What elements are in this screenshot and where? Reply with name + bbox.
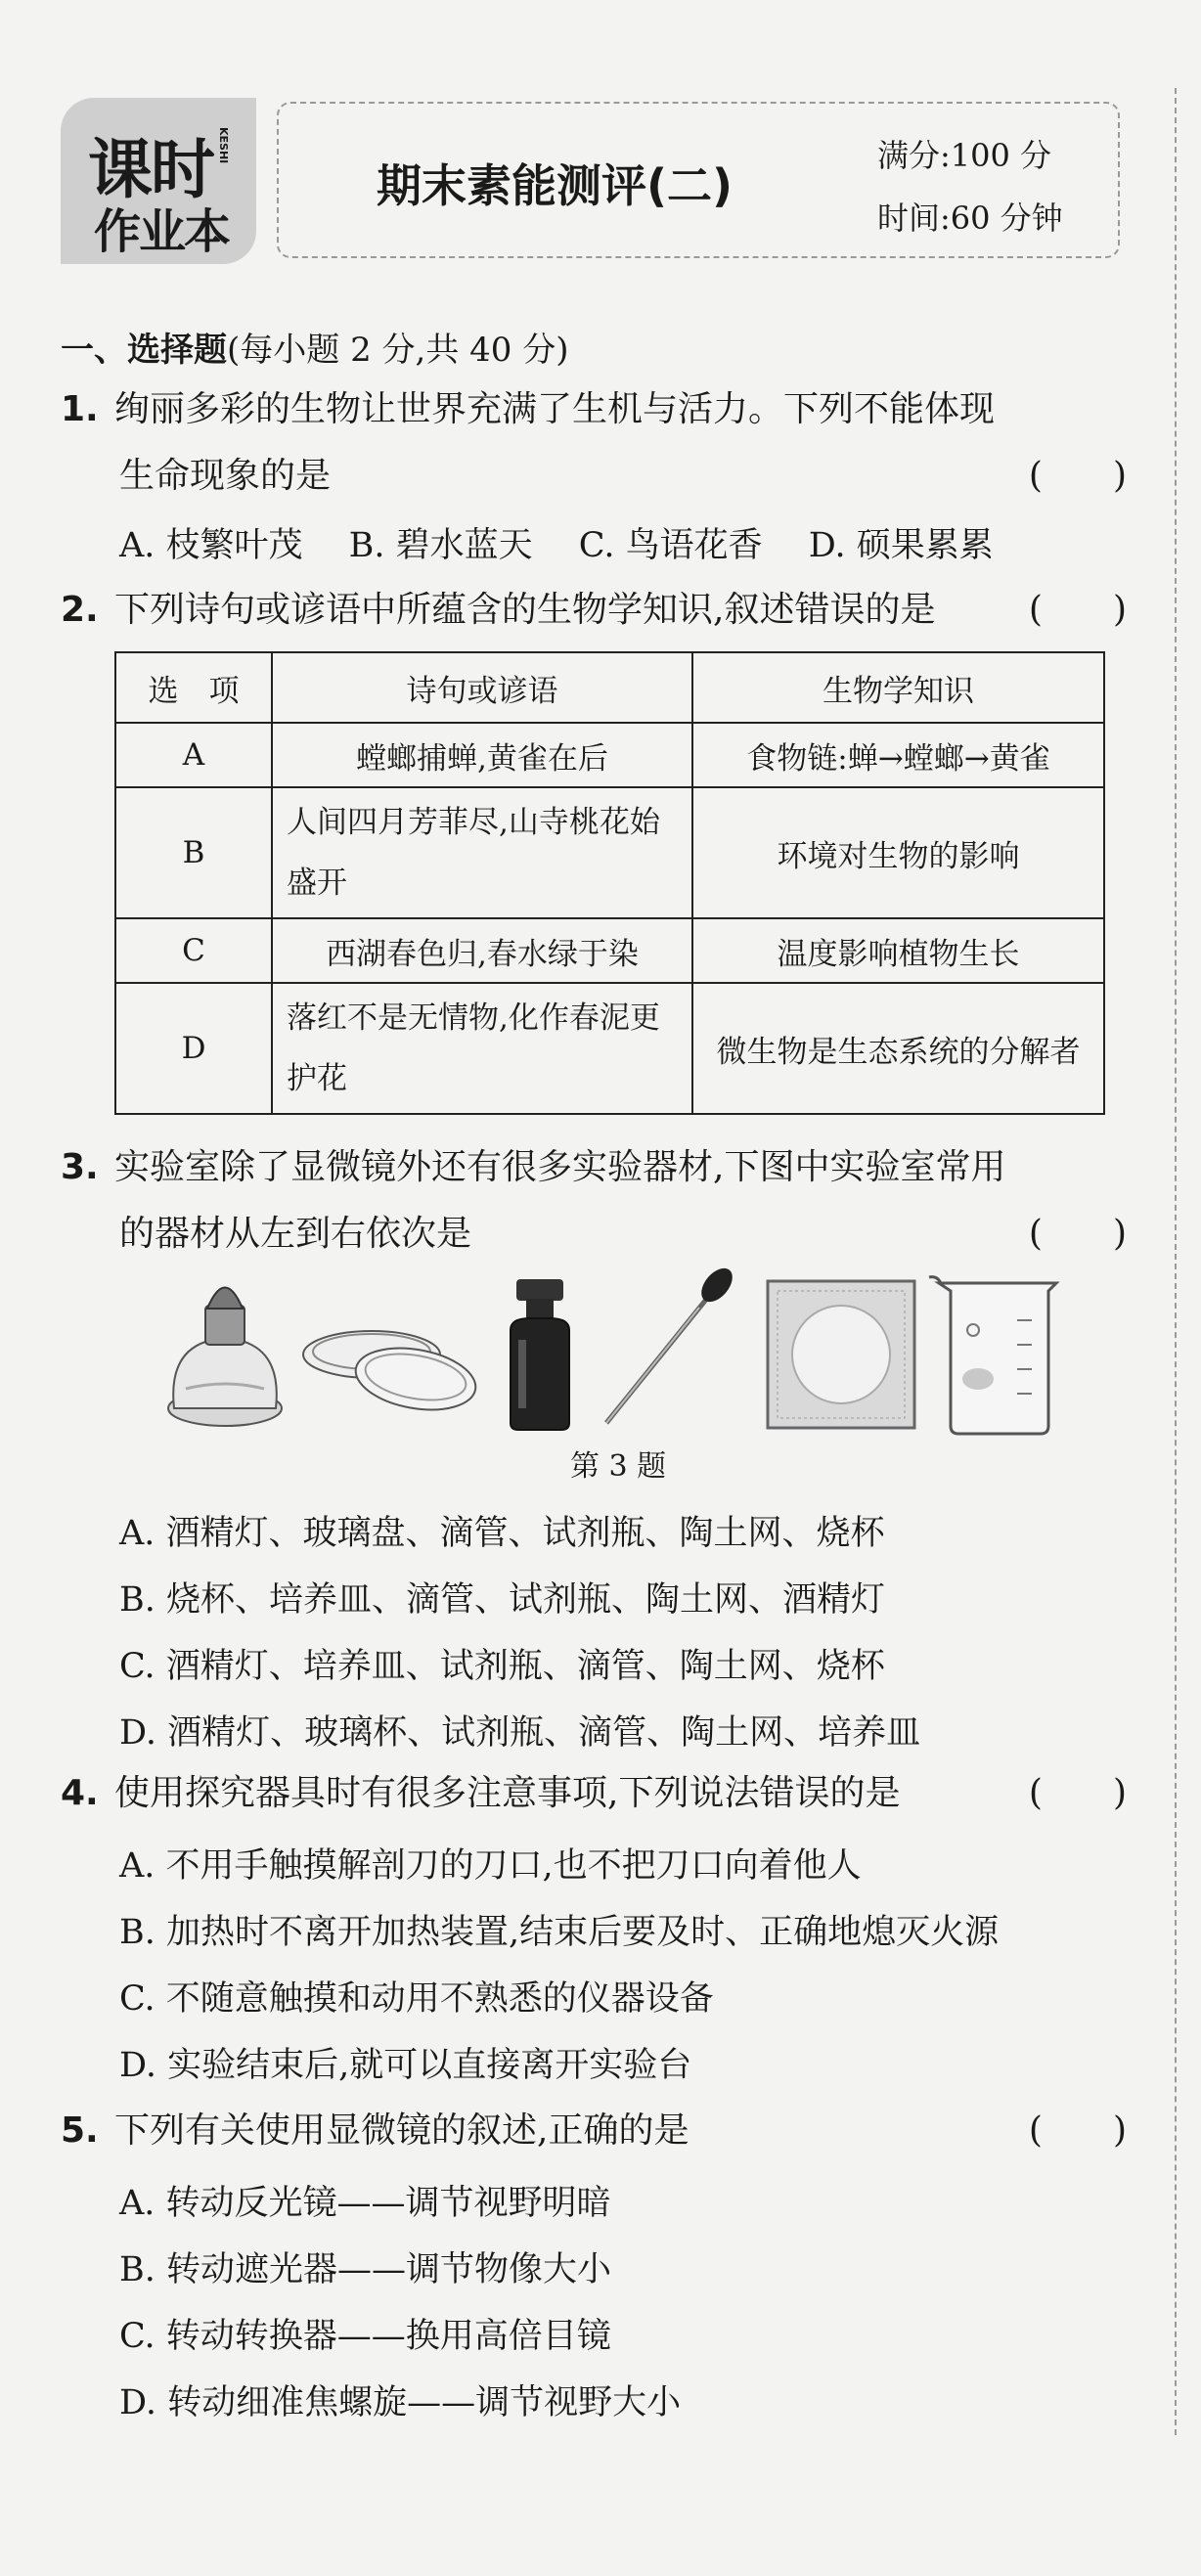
option-b[interactable]: B. 碧水蓝天 bbox=[348, 526, 533, 565]
option-a[interactable]: A. 枝繁叶茂 bbox=[119, 526, 303, 565]
question-number: 3. bbox=[61, 1147, 99, 1187]
cell-option: D bbox=[115, 983, 272, 1114]
answer-blank[interactable]: ( ) bbox=[1028, 1773, 1127, 1813]
option-a[interactable]: A. 酒精灯、玻璃盘、滴管、试剂瓶、陶土网、烧杯 bbox=[119, 1514, 885, 1553]
cell-poem: 西湖春色归,春水绿于染 bbox=[272, 918, 692, 983]
cell-option: B bbox=[115, 787, 272, 918]
table-row bbox=[115, 983, 1104, 1114]
page-title: 期末素能测评(二) bbox=[377, 159, 734, 212]
question-3 bbox=[61, 1134, 1127, 1267]
cell-knowledge: 微生物是生态系统的分解者 bbox=[692, 983, 1104, 1114]
cell-knowledge: 环境对生物的影响 bbox=[692, 787, 1104, 918]
option-d[interactable]: D. 转动细准焦螺旋——调节视野大小 bbox=[119, 2383, 682, 2422]
table-header-row bbox=[115, 652, 1104, 723]
table-row bbox=[115, 918, 1104, 983]
question-4 bbox=[61, 1760, 1127, 1827]
header-knowledge: 生物学知识 bbox=[692, 652, 1104, 723]
option-b[interactable]: B. 烧杯、培养皿、滴管、试剂瓶、陶土网、酒精灯 bbox=[119, 1580, 885, 1620]
table-row bbox=[115, 723, 1104, 787]
cell-poem: 落红不是无情物,化作春泥更护花 bbox=[272, 983, 692, 1114]
question-1 bbox=[61, 377, 1127, 510]
section-heading bbox=[61, 323, 568, 371]
cell-option: A bbox=[115, 723, 272, 787]
figure-caption: 第 3 题 bbox=[570, 1449, 667, 1484]
option-c[interactable]: C. 不随意触摸和动用不熟悉的仪器设备 bbox=[119, 1979, 714, 2019]
option-c[interactable]: C. 转动转换器——换用高倍目镜 bbox=[119, 2317, 611, 2356]
question-number: 1. bbox=[61, 389, 99, 429]
cell-poem: 人间四月芳菲尽,山寺桃花始盛开 bbox=[272, 787, 692, 918]
question-text-cont: 生命现象的是 bbox=[119, 456, 332, 496]
knowledge-table bbox=[114, 651, 1105, 1115]
question-text: 下列有关使用显微镜的叙述,正确的是 bbox=[114, 2110, 689, 2151]
question-number: 5. bbox=[61, 2110, 99, 2151]
question-text: 实验室除了显微镜外还有很多实验器材,下图中实验室常用 bbox=[114, 1147, 1006, 1187]
option-d[interactable]: D. 硕果累累 bbox=[808, 526, 994, 565]
section-note: (每小题 2 分,共 40 分) bbox=[227, 331, 569, 370]
question-number: 4. bbox=[61, 1773, 99, 1813]
cut-line bbox=[1175, 88, 1177, 2435]
option-b[interactable]: B. 转动遮光器——调节物像大小 bbox=[119, 2250, 611, 2289]
logo-small-text: KESHI bbox=[217, 127, 230, 164]
table-row bbox=[115, 787, 1104, 918]
question-text: 使用探究器具时有很多注意事项,下列说法错误的是 bbox=[114, 1773, 901, 1813]
logo bbox=[61, 98, 256, 264]
option-d[interactable]: D. 实验结束后,就可以直接离开实验台 bbox=[119, 2046, 692, 2085]
cell-poem: 螳螂捕蝉,黄雀在后 bbox=[272, 723, 692, 787]
answer-blank[interactable]: ( ) bbox=[1028, 2110, 1127, 2151]
logo-line2: 作业本 bbox=[94, 204, 230, 259]
option-c[interactable]: C. 鸟语花香 bbox=[578, 526, 763, 565]
question-number: 2. bbox=[61, 590, 99, 630]
cell-knowledge: 食物链:蝉→螳螂→黄雀 bbox=[692, 723, 1104, 787]
cell-option: C bbox=[115, 918, 272, 983]
answer-blank[interactable]: ( ) bbox=[1028, 590, 1127, 630]
cell-knowledge: 温度影响植物生长 bbox=[692, 918, 1104, 983]
answer-blank[interactable]: ( ) bbox=[1028, 1214, 1127, 1254]
option-b[interactable]: B. 加热时不离开加热装置,结束后要及时、正确地熄灭火源 bbox=[119, 1913, 1000, 1952]
title-box bbox=[277, 102, 1120, 258]
options-q1 bbox=[119, 518, 1029, 567]
score-info: 满分:100 分 bbox=[877, 137, 1052, 174]
question-5 bbox=[61, 2098, 1127, 2164]
lab-equipment-figure bbox=[147, 1262, 1115, 1438]
option-a[interactable]: A. 转动反光镜——调节视野明暗 bbox=[119, 2184, 611, 2223]
section-title: 一、选择题 bbox=[61, 331, 227, 370]
option-a[interactable]: A. 不用手触摸解剖刀的刀口,也不把刀口向着他人 bbox=[119, 1846, 862, 1886]
question-2 bbox=[61, 577, 1127, 644]
header-option: 选 项 bbox=[115, 652, 272, 723]
option-d[interactable]: D. 酒精灯、玻璃杯、试剂瓶、滴管、陶土网、培养皿 bbox=[119, 1713, 921, 1753]
dropper-image bbox=[606, 1263, 738, 1423]
question-text: 下列诗句或谚语中所蕴含的生物学知识,叙述错误的是 bbox=[114, 590, 936, 630]
time-info: 时间:60 分钟 bbox=[877, 200, 1063, 237]
logo-line1: 课时 bbox=[88, 132, 213, 207]
alcohol-lamp-image bbox=[168, 1288, 282, 1427]
question-text: 绚丽多彩的生物让世界充满了生机与活力。下列不能体现 bbox=[114, 389, 996, 429]
option-c[interactable]: C. 酒精灯、培养皿、试剂瓶、滴管、陶土网、烧杯 bbox=[119, 1647, 885, 1686]
petri-dish-image bbox=[303, 1331, 480, 1418]
beaker-image bbox=[929, 1277, 1056, 1434]
answer-blank[interactable]: ( ) bbox=[1028, 456, 1127, 496]
ceramic-gauze-image bbox=[768, 1281, 914, 1428]
reagent-bottle-image bbox=[511, 1279, 569, 1430]
question-text-cont: 的器材从左到右依次是 bbox=[119, 1214, 472, 1254]
header-poem: 诗句或谚语 bbox=[272, 652, 692, 723]
